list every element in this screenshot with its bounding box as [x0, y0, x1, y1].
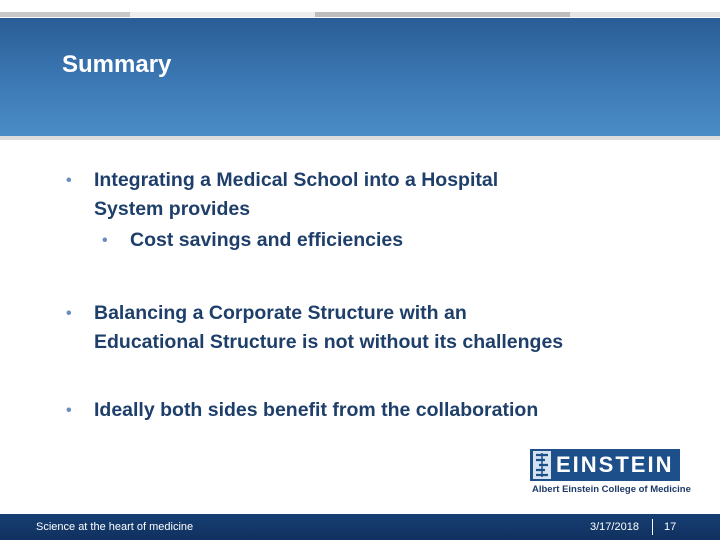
bullet-line: System provides: [94, 198, 251, 220]
footer-date: 3/17/2018: [590, 521, 639, 533]
footer-tagline: Science at the heart of medicine: [36, 521, 194, 533]
bullet-line: Ideally both sides benefit from the collaboration: [94, 399, 539, 421]
slide-title: Summary: [62, 51, 172, 78]
page-number: 17: [664, 521, 677, 533]
logo-mark-icon: [533, 451, 551, 479]
bullet-line: Balancing a Corporate Structure with an: [94, 302, 467, 324]
bullet-dot-icon: •: [102, 232, 108, 249]
top-strip: [0, 0, 720, 18]
bullet-line: Integrating a Medical School into a Hospital: [94, 169, 499, 191]
bullet-dot-icon: •: [66, 402, 72, 419]
top-strip-segment: [315, 12, 570, 17]
title-bar: [0, 18, 720, 136]
bullet-dot-icon: •: [66, 172, 72, 189]
title-divider: [0, 136, 720, 140]
logo-subtitle: Albert Einstein College of Medicine: [532, 484, 691, 495]
bullet-line: Educational Structure is not without its challenges: [94, 331, 564, 353]
top-strip-segment: [570, 12, 720, 17]
footer-bar: [0, 514, 720, 540]
bullet-line: Cost savings and efficiencies: [130, 229, 404, 251]
logo-wordmark: EINSTEIN: [556, 452, 674, 477]
bullet-dot-icon: •: [66, 305, 72, 322]
top-strip-segment: [130, 12, 315, 17]
footer-divider: [652, 519, 653, 535]
einstein-logo: [530, 449, 691, 497]
top-strip-segment: [0, 12, 130, 17]
logo-box: [530, 449, 680, 481]
